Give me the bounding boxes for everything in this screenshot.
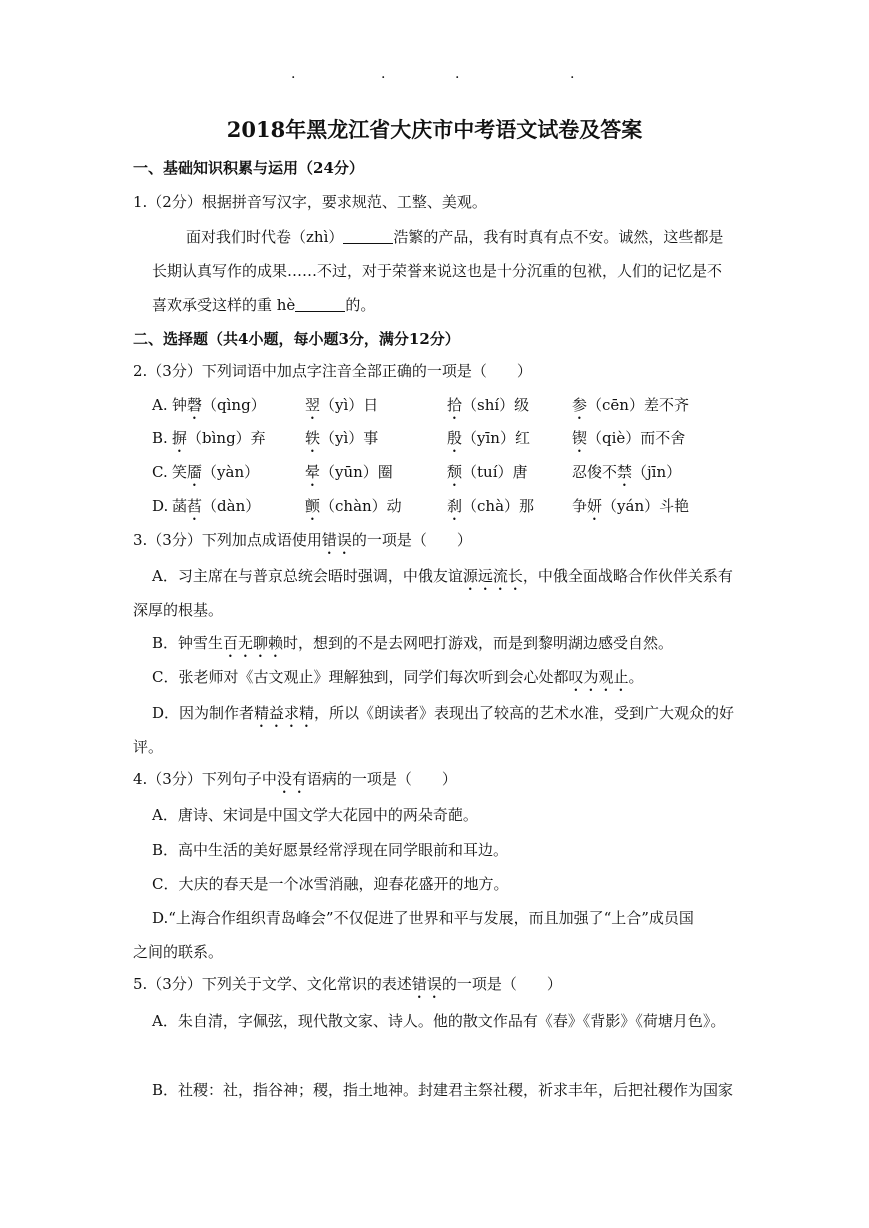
question-3-stem: [133, 530, 472, 558]
emphasized-text: 精益求精: [254, 704, 315, 722]
question-1-line: 长期认真写作的成果……不过，对于荣誉来说这也是十分沉重的包袱，人们的记忆是不: [152, 262, 723, 280]
answer-blank[interactable]: [295, 297, 345, 312]
option-text: 。: [628, 668, 644, 686]
dotted-character: 晕: [305, 463, 321, 481]
dotted-character: 摒: [172, 429, 188, 447]
option-word: [172, 428, 266, 456]
stem-text: 的一项是（ ）: [441, 975, 562, 993]
option-c: [152, 667, 644, 695]
option-d: [152, 703, 734, 731]
question-4-stem: [133, 769, 457, 797]
word-text: （dàn）: [202, 497, 261, 515]
dotted-character: 锲: [572, 429, 588, 447]
question-1-text: 面对我们时代卷（zhì）: [186, 228, 344, 246]
word-text: （yì）日: [320, 396, 379, 414]
stem-text: 5.（3分）下列关于文学、文化常识的表述: [133, 975, 412, 993]
stem-text: 4.（3分）下列句子中: [133, 770, 277, 788]
question-1-text: 喜欢承受这样的重 hè: [152, 296, 296, 314]
question-1-stem: 1.（2分）根据拼音写汉字，要求规范、工整、美观。: [133, 193, 487, 211]
question-1-text: 浩繁的产品，我有时真有点不安。诚然，这些都是: [393, 228, 724, 246]
question-1-text: 的。: [345, 296, 376, 314]
emphasized-text: 没有: [276, 770, 307, 788]
option-word: [305, 496, 402, 524]
option-word: [305, 395, 378, 423]
dotted-character: 参: [572, 396, 588, 414]
dotted-character: 拾: [447, 396, 463, 414]
dotted-character: 殷: [447, 429, 463, 447]
question-1-line: [152, 295, 375, 315]
option-text: D．因为制作者: [152, 704, 255, 722]
option-word: [572, 496, 689, 524]
option-b: B．社稷：社，指谷神；稷，指土地神。封建君主祭社稷，祈求丰年，后把社稷作为国家: [152, 1081, 734, 1099]
question-5-stem: [133, 974, 562, 1002]
option-word: [172, 395, 266, 423]
section-heading: 一、基础知识积累与运用（24分）: [133, 159, 364, 177]
dotted-character: 靥: [187, 463, 203, 481]
word-text: （shí）级: [462, 396, 530, 414]
word-text: （yán）斗艳: [602, 497, 690, 515]
option-b: B．高中生活的美好愿景经常浮现在同学眼前和耳边。: [152, 841, 509, 859]
word-text: 菡: [172, 497, 188, 515]
option-a: [152, 566, 733, 594]
word-text: （qìng）: [202, 396, 266, 414]
option-label: D.: [152, 497, 169, 515]
option-label: A.: [152, 396, 168, 414]
option-word: [447, 395, 529, 423]
emphasized-text: 叹为观止: [568, 668, 629, 686]
option-word: [172, 496, 260, 524]
dotted-character: 颤: [305, 497, 321, 515]
option-text: C．张老师对《古文观止》理解独到，同学们每次听到会心处都: [152, 668, 569, 686]
option-word: [305, 462, 393, 490]
dotted-character: 颓: [447, 463, 463, 481]
dotted-character: 禁: [617, 463, 633, 481]
word-text: （jīn）: [632, 463, 682, 481]
question-2-stem: 2.（3分）下列词语中加点字注音全部正确的一项是（ ）: [133, 362, 532, 380]
word-text: （yàn）: [202, 463, 260, 481]
word-text: 争: [572, 497, 588, 515]
option-d-continued: 评。: [133, 738, 164, 756]
option-label: C.: [152, 463, 168, 481]
word-text: （yīn）红: [462, 429, 530, 447]
option-label: B.: [152, 429, 168, 447]
emphasized-text: 错误: [411, 975, 442, 993]
option-word: [572, 395, 689, 423]
option-text: ，中俄全面战略合作伙伴关系有: [522, 567, 733, 585]
word-text: 忍俊不: [572, 463, 618, 481]
option-word: [572, 428, 685, 456]
question-1-line: [186, 227, 723, 247]
dotted-character: 轶: [305, 429, 321, 447]
option-a: A．唐诗、宋词是中国文学大花园中的两朵奇葩。: [152, 806, 478, 824]
option-b: [152, 633, 673, 661]
option-word: [305, 428, 378, 456]
dotted-character: 翌: [305, 396, 321, 414]
word-text: （yì）事: [320, 429, 379, 447]
word-text: （cēn）差不齐: [587, 396, 689, 414]
header-dot: .: [570, 66, 575, 82]
dotted-character: 妍: [587, 497, 603, 515]
page-title: 2018年黑龙江省大庆市中考语文试卷及答案: [226, 117, 643, 142]
word-text: （yūn）圈: [320, 463, 393, 481]
word-text: （tuí）唐: [462, 463, 528, 481]
word-text: （chàn）动: [320, 497, 402, 515]
emphasized-text: 错误: [321, 531, 352, 549]
stem-text: 的一项是（ ）: [351, 531, 472, 549]
word-text: 笑: [172, 463, 188, 481]
option-d-continued: 之间的联系。: [133, 943, 224, 961]
word-text: （chà）那: [462, 497, 535, 515]
option-text: A．习主席在与普京总统会晤时强调，中俄友谊: [152, 567, 463, 585]
dotted-character: 萏: [187, 497, 203, 515]
word-text: （bìng）弃: [187, 429, 266, 447]
option-text: B．钟雪生: [152, 634, 224, 652]
emphasized-text: 源远流长: [462, 567, 523, 585]
stem-text: 3.（3分）下列加点成语使用: [133, 531, 322, 549]
option-c: C．大庆的春天是一个冰雪消融，迎春花盛开的地方。: [152, 875, 509, 893]
word-text: （qiè）而不舍: [587, 429, 686, 447]
option-a-continued: 深厚的根基。: [133, 601, 224, 619]
header-dot: .: [291, 66, 296, 82]
option-word: [447, 496, 534, 524]
option-word: [447, 462, 528, 490]
option-d: D.“上海合作组织青岛峰会”不仅促进了世界和平与发展，而且加强了“上合”成员国: [152, 909, 694, 927]
emphasized-text: 百无聊赖: [223, 634, 284, 652]
dotted-character: 刹: [447, 497, 463, 515]
option-a: A．朱自清，字佩弦，现代散文家、诗人。他的散文作品有《春》《背影》《荷塘月色》。: [152, 1012, 726, 1030]
option-word: [572, 462, 681, 490]
option-text: 时，想到的不是去网吧打游戏，而是到黎明湖边感受自然。: [283, 634, 674, 652]
dotted-character: 磬: [187, 396, 203, 414]
option-word: [447, 428, 530, 456]
option-text: ，所以《朗读者》表现出了较高的艺术水准，受到广大观众的好: [314, 704, 735, 722]
answer-blank[interactable]: [343, 229, 393, 244]
stem-text: 语病的一项是（ ）: [306, 770, 457, 788]
option-word: [172, 462, 259, 490]
header-dot: .: [381, 66, 386, 82]
word-text: 钟: [172, 396, 188, 414]
section-heading: 二、选择题（共4小题，每小题3分，满分12分）: [133, 330, 460, 348]
header-dot: .: [455, 66, 460, 82]
